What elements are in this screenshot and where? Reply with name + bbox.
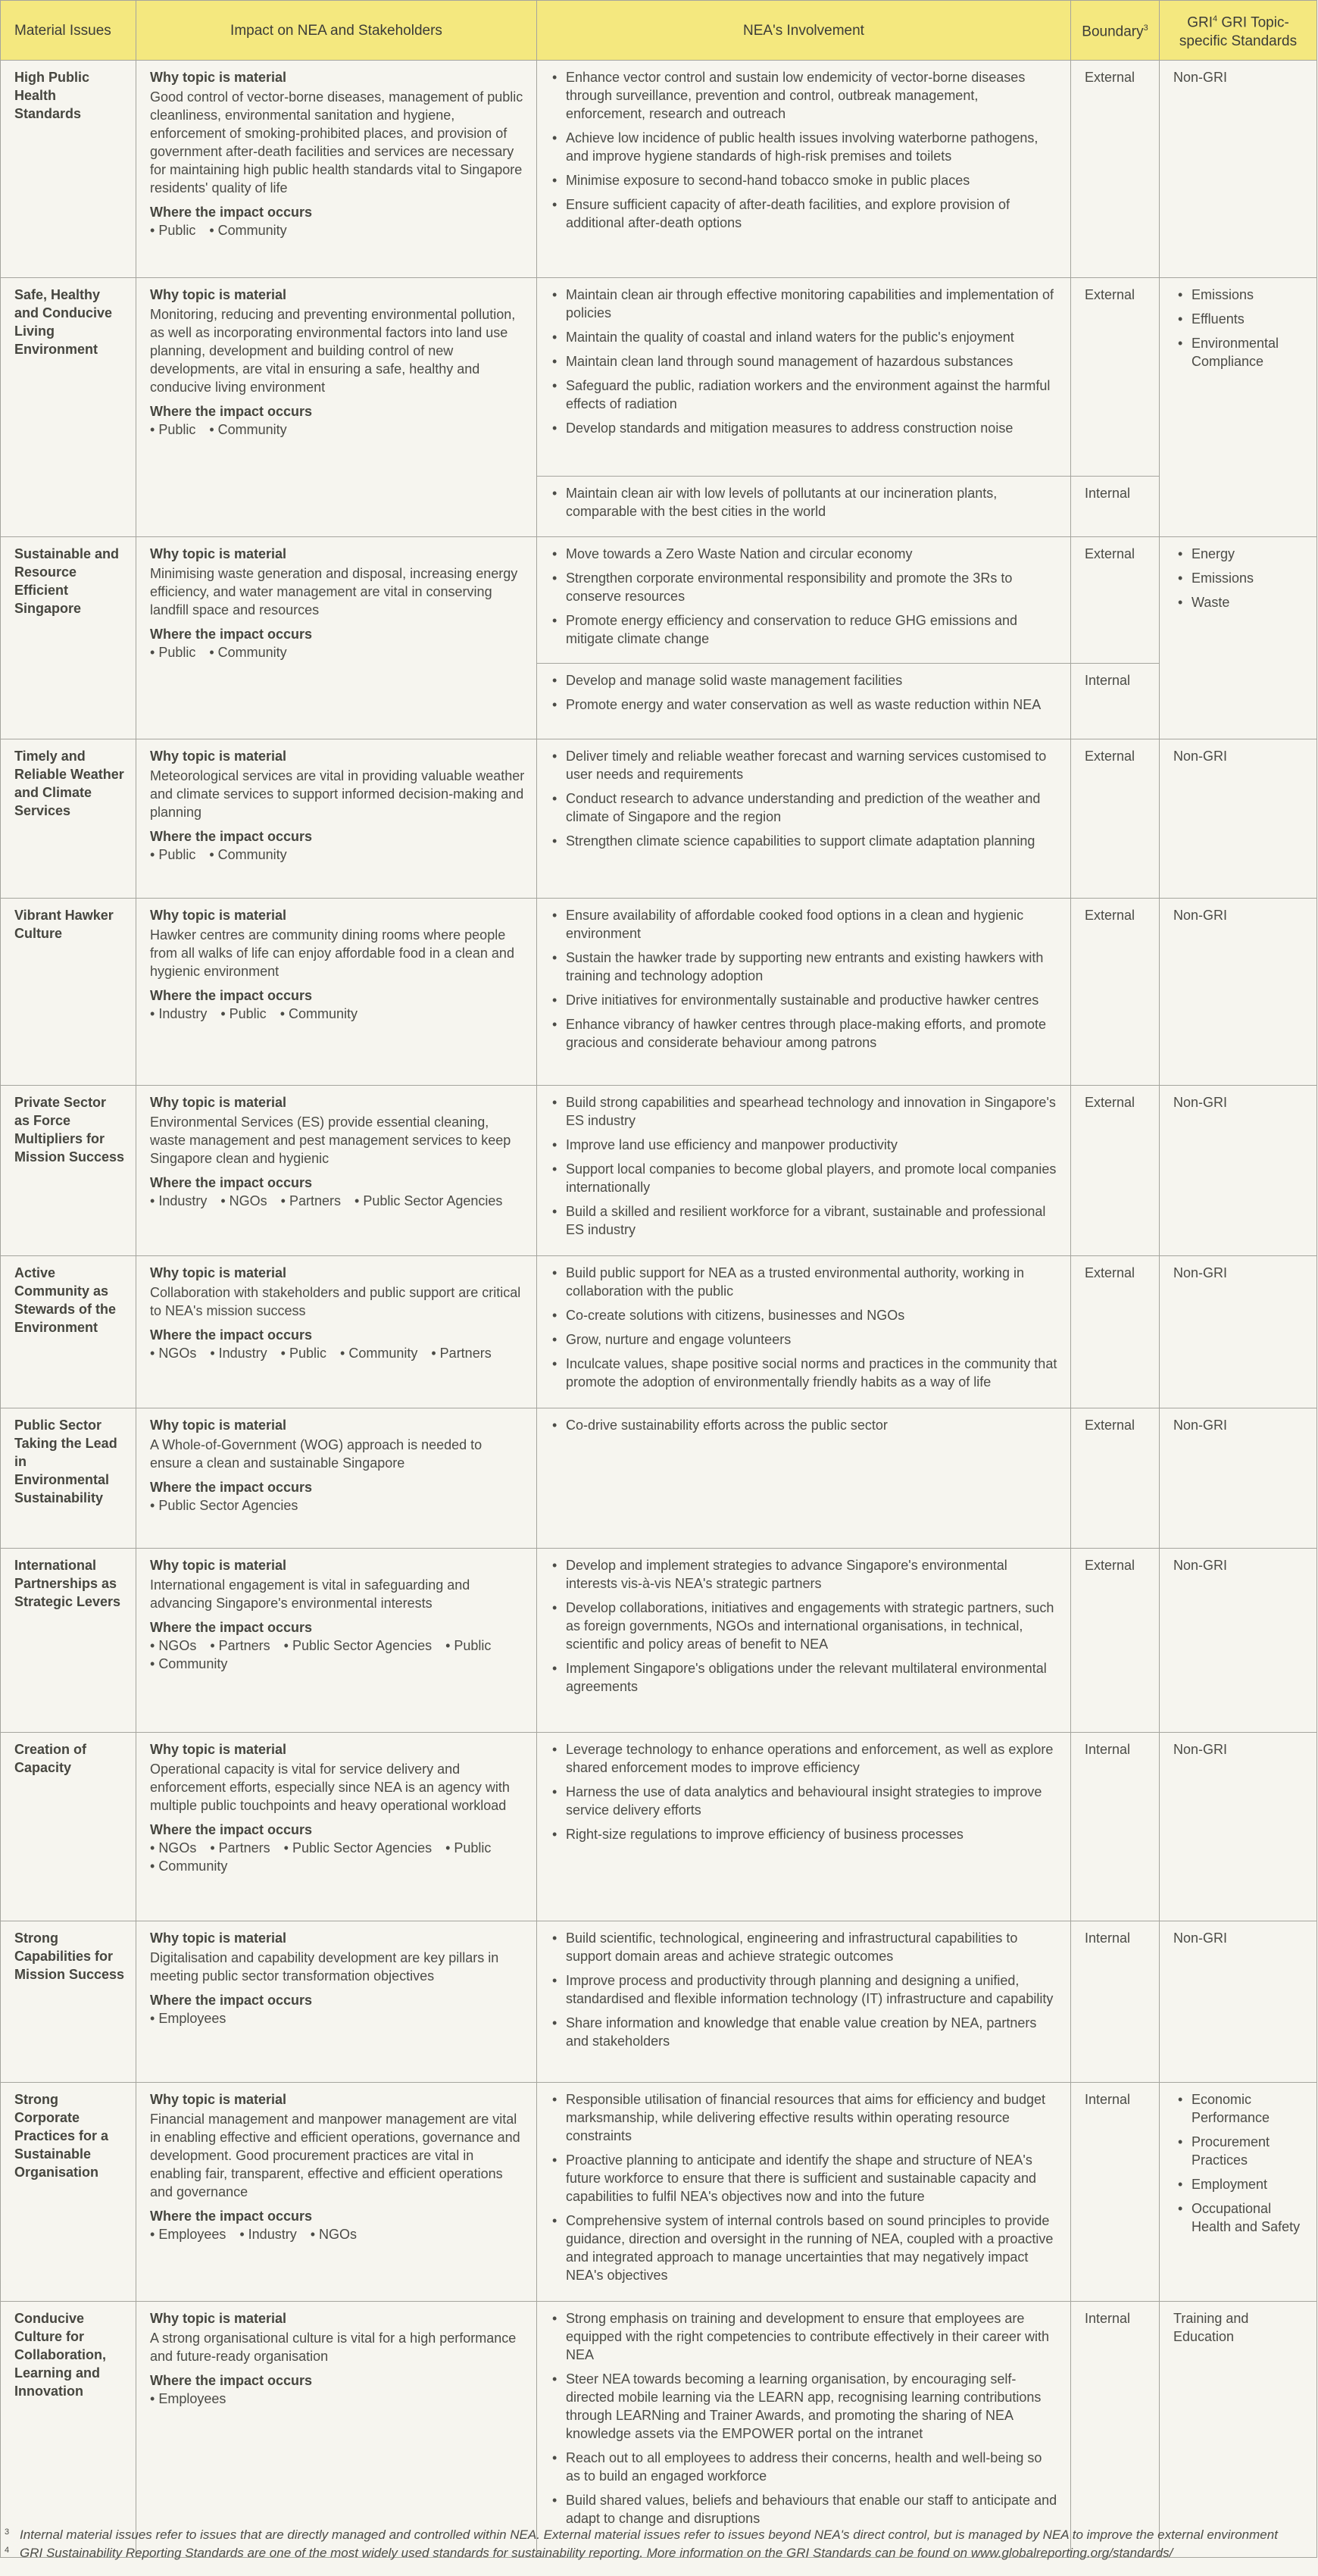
involvement-cell xyxy=(537,61,1071,278)
material-issue-cell: Public Sector Taking the Lead in Environmental Sustainability xyxy=(1,1408,136,1549)
boundary-cell: External xyxy=(1071,1408,1160,1549)
stakeholder-item: • Community xyxy=(209,643,286,661)
why-material-label: Why topic is material xyxy=(150,2092,287,2107)
involvement-list xyxy=(551,1556,1060,1696)
stakeholder-list xyxy=(150,1839,526,1875)
gri-standard-text: Non-GRI xyxy=(1173,70,1228,85)
boundary-cell: External xyxy=(1071,1256,1160,1408)
boundary-cell: Internal xyxy=(1071,664,1160,739)
impact-cell xyxy=(136,1549,537,1733)
header-material-issues: Material Issues xyxy=(1,1,136,61)
stakeholder-item: • Public xyxy=(220,1005,266,1023)
stakeholder-item: • Public xyxy=(150,846,195,864)
table-row xyxy=(1,278,1317,477)
involvement-item: • Improve land use efficiency and manpower productivity xyxy=(551,1136,1060,1154)
gri-standard-item: • Occupational Health and Safety xyxy=(1173,2199,1306,2236)
involvement-list xyxy=(551,1929,1060,2050)
involvement-list xyxy=(551,2090,1060,2284)
gri-standard-text: Non-GRI xyxy=(1173,1095,1228,1110)
stakeholder-list xyxy=(150,1496,526,1515)
involvement-list xyxy=(551,286,1060,437)
involvement-list xyxy=(551,671,1060,714)
boundary-cell: External xyxy=(1071,739,1160,899)
boundary-cell: Internal xyxy=(1071,2083,1160,2302)
material-issue-cell: Timely and Reliable Weather and Climate Services xyxy=(1,739,136,899)
involvement-item: • Deliver timely and reliable weather forecast and warning services customised to user needs and requirements xyxy=(551,747,1060,783)
stakeholder-item: • Public Sector Agencies xyxy=(354,1192,502,1210)
stakeholder-list xyxy=(150,2225,526,2243)
gri-standards-cell xyxy=(1160,1408,1317,1549)
involvement-cell xyxy=(537,1408,1071,1549)
table-row xyxy=(1,1256,1317,1408)
involvement-item: • Implement Singapore's obligations under the relevant multilateral environmental agreements xyxy=(551,1659,1060,1696)
why-material-text: Operational capacity is vital for service delivery and enforcement efforts, especially since NEA is an agency with multiple public touchpoints and heavy operational workload xyxy=(150,1762,510,1813)
stakeholder-item: • Partners xyxy=(210,1637,270,1655)
involvement-item: • Comprehensive system of internal controls based on sound principles to provide guidance, direction and oversight in the running of NEA, coupled with a proactive and integrated approach to manage uncertainties that may negatively impact NEA's objectives xyxy=(551,2212,1060,2284)
gri-standard-text: Non-GRI xyxy=(1173,1265,1228,1280)
stakeholder-item: • Public xyxy=(445,1637,491,1655)
gri-standard-item: • Economic Performance xyxy=(1173,2090,1306,2127)
gri-standards-cell xyxy=(1160,1549,1317,1733)
impact-cell xyxy=(136,1733,537,1921)
material-issue-cell: Strong Capabilities for Mission Success xyxy=(1,1921,136,2083)
gri-standard-item: • Effluents xyxy=(1173,310,1306,328)
stakeholder-item: • Community xyxy=(209,221,286,239)
table-row xyxy=(1,2302,1317,2558)
stakeholder-item: • Partners xyxy=(210,1839,270,1857)
gri-standard-text: Non-GRI xyxy=(1173,1418,1228,1433)
stakeholder-item: • Employees xyxy=(150,2225,226,2243)
gri-standard-text: Non-GRI xyxy=(1173,1930,1228,1946)
gri-standards-cell xyxy=(1160,899,1317,1086)
stakeholder-item: • Public xyxy=(150,643,195,661)
why-material-label: Why topic is material xyxy=(150,1742,287,1757)
involvement-item: • Reach out to all employees to address their concerns, health and well-being so as to build an engaged workforce xyxy=(551,2449,1060,2485)
involvement-item: • Right-size regulations to improve efficiency of business processes xyxy=(551,1825,1060,1843)
gri-standards-cell xyxy=(1160,739,1317,899)
material-issue-cell: Strong Corporate Practices for a Sustainable Organisation xyxy=(1,2083,136,2302)
gri-standards-list xyxy=(1173,545,1306,611)
footnote-number: 4 xyxy=(5,2546,10,2555)
involvement-item: • Responsible utilisation of financial resources that aims for efficiency and budget marksmanship, while delivering effective results within operating resource constraints xyxy=(551,2090,1060,2145)
material-issue-cell: Conducive Culture for Collaboration, Learning and Innovation xyxy=(1,2302,136,2558)
involvement-list xyxy=(551,1264,1060,1391)
gri-standard-text: Non-GRI xyxy=(1173,908,1228,923)
involvement-item: • Drive initiatives for environmentally sustainable and productive hawker centres xyxy=(551,991,1060,1009)
boundary-cell: External xyxy=(1071,61,1160,278)
stakeholder-item: • Public Sector Agencies xyxy=(284,1637,432,1655)
involvement-item: • Build a skilled and resilient workforce for a vibrant, sustainable and professional ES industry xyxy=(551,1202,1060,1239)
stakeholder-item: • Public xyxy=(281,1344,326,1362)
footnote-text: Internal material issues refer to issues that are directly managed and controlled within NEA. External material issues refer to issues beyond NEA's direct control, but is managed by NEA to improve the external environment xyxy=(20,2528,1278,2542)
impact-occurs-label: Where the impact occurs xyxy=(150,2373,313,2388)
stakeholder-item: • NGOs xyxy=(311,2225,357,2243)
gri-standard-item: • Waste xyxy=(1173,593,1306,611)
stakeholder-item: • Community xyxy=(209,846,286,864)
stakeholder-list xyxy=(150,2390,526,2408)
gri-standard-item: • Emissions xyxy=(1173,569,1306,587)
why-material-text: A strong organisational culture is vital for a high performance and future-ready organisation xyxy=(150,2331,517,2364)
why-material-label: Why topic is material xyxy=(150,1095,287,1110)
material-issue-cell: International Partnerships as Strategic Levers xyxy=(1,1549,136,1733)
stakeholder-list xyxy=(150,643,526,661)
impact-cell xyxy=(136,2083,537,2302)
why-material-label: Why topic is material xyxy=(150,749,287,764)
table-row xyxy=(1,899,1317,1086)
involvement-item: • Maintain clean land through sound management of hazardous substances xyxy=(551,352,1060,370)
gri-standards-cell xyxy=(1160,2302,1317,2558)
impact-occurs-label: Where the impact occurs xyxy=(150,1327,313,1343)
why-material-text: A Whole-of-Government (WOG) approach is needed to ensure a clean and sustainable Singapore xyxy=(150,1437,483,1471)
footnote xyxy=(0,2526,1318,2544)
gri-standard-item: • Emissions xyxy=(1173,286,1306,304)
involvement-item: • Sustain the hawker trade by supporting new entrants and existing hawkers with training and technology adoption xyxy=(551,949,1060,985)
stakeholder-item: • Partners xyxy=(431,1344,491,1362)
involvement-cell xyxy=(537,899,1071,1086)
stakeholder-item: • Community xyxy=(150,1655,227,1673)
stakeholder-item: • NGOs xyxy=(220,1192,267,1210)
involvement-cell xyxy=(537,477,1071,537)
impact-cell xyxy=(136,537,537,739)
stakeholder-list xyxy=(150,1005,526,1023)
table-row xyxy=(1,537,1317,664)
gri-standards-cell xyxy=(1160,2083,1317,2302)
stakeholder-item: • Community xyxy=(340,1344,417,1362)
boundary-cell: Internal xyxy=(1071,1733,1160,1921)
involvement-item: • Safeguard the public, radiation workers and the environment against the harmful effects of radiation xyxy=(551,377,1060,413)
involvement-item: • Co-drive sustainability efforts across the public sector xyxy=(551,1416,1060,1434)
involvement-list xyxy=(551,1740,1060,1843)
involvement-list xyxy=(551,2309,1060,2528)
stakeholder-item: • Public xyxy=(445,1839,491,1857)
table-row xyxy=(1,1549,1317,1733)
stakeholder-item: • Industry xyxy=(239,2225,296,2243)
involvement-item: • Strengthen climate science capabilities to support climate adaptation planning xyxy=(551,832,1060,850)
involvement-item: • Develop and manage solid waste management facilities xyxy=(551,671,1060,689)
stakeholder-item: • Partners xyxy=(281,1192,341,1210)
why-material-text: Hawker centres are community dining rooms where people from all walks of life can enjoy affordable food in a clean and hygienic environment xyxy=(150,927,514,979)
involvement-item: • Share information and knowledge that enable value creation by NEA, partners and stakeholders xyxy=(551,2014,1060,2050)
why-material-label: Why topic is material xyxy=(150,546,287,561)
material-issue-cell: Private Sector as Force Multipliers for Mission Success xyxy=(1,1086,136,1256)
involvement-cell xyxy=(537,1921,1071,2083)
stakeholder-item: • Public xyxy=(150,420,195,439)
involvement-item: • Co-create solutions with citizens, businesses and NGOs xyxy=(551,1306,1060,1324)
impact-cell xyxy=(136,1921,537,2083)
involvement-cell xyxy=(537,1086,1071,1256)
header-gri-standards: GRI$^4$ GRI Topic-specific Standards xyxy=(1160,1,1317,61)
gri-standards-cell xyxy=(1160,1086,1317,1256)
table-row xyxy=(1,739,1317,899)
involvement-list xyxy=(551,68,1060,232)
why-material-text: Digitalisation and capability development are key pillars in meeting public sector transformation objectives xyxy=(150,1950,499,1984)
why-material-label: Why topic is material xyxy=(150,908,287,923)
table-row xyxy=(1,1408,1317,1549)
gri-standards-cell xyxy=(1160,61,1317,278)
material-issue-cell: Active Community as Stewards of the Environment xyxy=(1,1256,136,1408)
impact-occurs-label: Where the impact occurs xyxy=(150,2209,313,2224)
why-material-label: Why topic is material xyxy=(150,1930,287,1946)
why-material-label: Why topic is material xyxy=(150,2311,287,2326)
impact-cell xyxy=(136,899,537,1086)
impact-cell xyxy=(136,1408,537,1549)
why-material-text: Meteorological services are vital in providing valuable weather and climate services to support informed decision-making and planning xyxy=(150,768,525,820)
stakeholder-item: • Community xyxy=(280,1005,358,1023)
table-row xyxy=(1,2083,1317,2302)
boundary-cell: Internal xyxy=(1071,477,1160,537)
gri-standard-text: Non-GRI xyxy=(1173,1558,1228,1573)
table-row xyxy=(1,1086,1317,1256)
why-material-text: International engagement is vital in safeguarding and advancing Singapore's environmental interests xyxy=(150,1577,470,1611)
gri-standards-cell xyxy=(1160,1921,1317,2083)
involvement-item: • Grow, nurture and engage volunteers xyxy=(551,1330,1060,1349)
impact-occurs-label: Where the impact occurs xyxy=(150,404,313,419)
involvement-cell xyxy=(537,1549,1071,1733)
gri-standard-item: • Environmental Compliance xyxy=(1173,334,1306,370)
why-material-text: Monitoring, reducing and preventing environmental pollution, as well as incorporating environmental factors into land use planning, development and building control of new developments, are vital in ensuring a safe, healthy and conducive living environment xyxy=(150,307,516,395)
impact-cell xyxy=(136,61,537,278)
footnotes xyxy=(0,2526,1318,2562)
impact-occurs-label: Where the impact occurs xyxy=(150,205,313,220)
material-issue-cell: Safe, Healthy and Conducive Living Environment xyxy=(1,278,136,537)
involvement-cell xyxy=(537,664,1071,739)
involvement-list xyxy=(551,906,1060,1052)
stakeholder-list xyxy=(150,420,526,439)
why-material-label: Why topic is material xyxy=(150,70,287,85)
gri-standards-list xyxy=(1173,286,1306,370)
involvement-list xyxy=(551,1416,1060,1434)
impact-occurs-label: Where the impact occurs xyxy=(150,627,313,642)
boundary-cell: External xyxy=(1071,278,1160,477)
involvement-item: • Steer NEA towards becoming a learning organisation, by encouraging self-directed mobile learning via the LEARN app, recognising learning contributions through LEARNing and Trainer Awards, and promoting the sharing of NEA knowledge assets via the EMPOWER portal on the intranet xyxy=(551,2370,1060,2443)
impact-cell xyxy=(136,739,537,899)
stakeholder-item: • Employees xyxy=(150,2390,226,2408)
material-issue-cell: Vibrant Hawker Culture xyxy=(1,899,136,1086)
stakeholder-item: • Public xyxy=(150,221,195,239)
why-material-text: Collaboration with stakeholders and public support are critical to NEA's mission success xyxy=(150,1285,521,1318)
material-issue-cell: Sustainable and Resource Efficient Singapore xyxy=(1,537,136,739)
involvement-item: • Develop collaborations, initiatives and engagements with strategic partners, such as foreign governments, NGOs and international organisations, in technical, scientific and policy areas of benefit to NEA xyxy=(551,1599,1060,1653)
involvement-item: • Harness the use of data analytics and behavioural insight strategies to improve service delivery efforts xyxy=(551,1783,1060,1819)
gri-standard-text: Non-GRI xyxy=(1173,749,1228,764)
header-boundary: Boundary$^3$ xyxy=(1071,1,1160,61)
stakeholder-list xyxy=(150,2009,526,2027)
involvement-item: • Strengthen corporate environmental responsibility and promote the 3Rs to conserve resources xyxy=(551,569,1060,605)
boundary-cell: External xyxy=(1071,1549,1160,1733)
involvement-item: • Conduct research to advance understanding and prediction of the weather and climate of Singapore and the region xyxy=(551,789,1060,826)
gri-standards-list xyxy=(1173,2090,1306,2236)
boundary-cell: Internal xyxy=(1071,1921,1160,2083)
involvement-item: • Strong emphasis on training and development to ensure that employees are equipped with the right competencies to contribute effectively in their career with NEA xyxy=(551,2309,1060,2364)
involvement-item: • Promote energy and water conservation as well as waste reduction within NEA xyxy=(551,696,1060,714)
stakeholder-item: • NGOs xyxy=(150,1637,196,1655)
involvement-list xyxy=(551,1093,1060,1239)
stakeholder-item: • Public Sector Agencies xyxy=(284,1839,432,1857)
involvement-item: • Build strong capabilities and spearhead technology and innovation in Singapore's ES industry xyxy=(551,1093,1060,1130)
stakeholder-list xyxy=(150,1192,526,1210)
boundary-cell: Internal xyxy=(1071,2302,1160,2558)
stakeholder-item: • NGOs xyxy=(150,1839,196,1857)
involvement-item: • Ensure sufficient capacity of after-death facilities, and explore provision of additional after-death options xyxy=(551,195,1060,232)
involvement-item: • Maintain the quality of coastal and inland waters for the public's enjoyment xyxy=(551,328,1060,346)
stakeholder-item: • Employees xyxy=(150,2009,226,2027)
gri-standard-item: • Procurement Practices xyxy=(1173,2133,1306,2169)
material-issue-cell: High Public Health Standards xyxy=(1,61,136,278)
gri-standards-cell xyxy=(1160,1256,1317,1408)
impact-occurs-label: Where the impact occurs xyxy=(150,829,313,844)
table-row xyxy=(1,61,1317,278)
boundary-cell: External xyxy=(1071,1086,1160,1256)
involvement-item: • Support local companies to become global players, and promote local companies internationally xyxy=(551,1160,1060,1196)
involvement-item: • Build public support for NEA as a trusted environmental authority, working in collaboration with the public xyxy=(551,1264,1060,1300)
why-material-label: Why topic is material xyxy=(150,287,287,302)
material-issue-cell: Creation of Capacity xyxy=(1,1733,136,1921)
stakeholder-item: • Community xyxy=(209,420,286,439)
stakeholder-item: • Community xyxy=(150,1857,227,1875)
why-material-label: Why topic is material xyxy=(150,1418,287,1433)
gri-standard-item: • Employment xyxy=(1173,2175,1306,2193)
involvement-item: • Maintain clean air through effective monitoring capabilities and implementation of policies xyxy=(551,286,1060,322)
table-body xyxy=(1,61,1317,2558)
gri-standards-cell xyxy=(1160,537,1317,739)
why-material-label: Why topic is material xyxy=(150,1558,287,1573)
involvement-cell xyxy=(537,1733,1071,1921)
impact-cell xyxy=(136,1256,537,1408)
stakeholder-list xyxy=(150,846,526,864)
impact-occurs-label: Where the impact occurs xyxy=(150,988,313,1003)
boundary-cell: External xyxy=(1071,537,1160,664)
involvement-cell xyxy=(537,2302,1071,2558)
involvement-item: • Enhance vector control and sustain low endemicity of vector-borne diseases through surveillance, prevention and control, outbreak management, enforcement, research and outreach xyxy=(551,68,1060,123)
involvement-cell xyxy=(537,2083,1071,2302)
why-material-text: Good control of vector-borne diseases, management of public cleanliness, environmental sanitation and hygiene, enforcement of smoking-prohibited places, and provision of government after-death facilities and services are necessary for maintaining high public health standards vital to Singapore residents' quality of life xyxy=(150,89,523,195)
gri-standard-text: Non-GRI xyxy=(1173,1742,1228,1757)
why-material-text: Minimising waste generation and disposal, increasing energy efficiency, and water management are vital in conserving landfill space and resources xyxy=(150,566,518,617)
involvement-item: • Build shared values, beliefs and behaviours that enable our staff to anticipate and adapt to change and disruptions xyxy=(551,2491,1060,2528)
footnote xyxy=(0,2544,1318,2562)
impact-occurs-label: Where the impact occurs xyxy=(150,1480,313,1495)
involvement-item: • Leverage technology to enhance operations and enforcement, as well as explore shared enforcement modes to improve efficiency xyxy=(551,1740,1060,1777)
table-row xyxy=(1,1921,1317,2083)
involvement-item: • Promote energy efficiency and conservation to reduce GHG emissions and mitigate climate change xyxy=(551,611,1060,648)
involvement-list xyxy=(551,545,1060,648)
footnote-text: GRI Sustainability Reporting Standards are one of the most widely used standards for sustainability reporting. More information on the GRI Standards can be found on www.globalreporting.org/standards/ xyxy=(20,2546,1173,2560)
stakeholder-list xyxy=(150,1344,526,1362)
why-material-text: Financial management and manpower management are vital in enabling effective and efficient operations, governance and development. Good procurement practices are vital in enabling fair, transparent, effective and efficient operations and governance xyxy=(150,2112,520,2199)
impact-occurs-label: Where the impact occurs xyxy=(150,1175,313,1190)
why-material-text: Environmental Services (ES) provide essential cleaning, waste management and pest management services to keep Singapore clean and hygienic xyxy=(150,1114,511,1166)
stakeholder-list xyxy=(150,221,526,239)
footnote-number: 3 xyxy=(5,2528,10,2537)
impact-cell xyxy=(136,2302,537,2558)
gri-standards-cell xyxy=(1160,1733,1317,1921)
involvement-cell xyxy=(537,278,1071,477)
involvement-list xyxy=(551,747,1060,850)
involvement-item: • Move towards a Zero Waste Nation and circular economy xyxy=(551,545,1060,563)
involvement-item: • Maintain clean air with low levels of pollutants at our incineration plants, comparable with the best cities in the world xyxy=(551,484,1060,521)
involvement-item: • Ensure availability of affordable cooked food options in a clean and hygienic environment xyxy=(551,906,1060,943)
table-header-row xyxy=(1,1,1317,61)
impact-cell xyxy=(136,1086,537,1256)
involvement-item: • Minimise exposure to second-hand tobacco smoke in public places xyxy=(551,171,1060,189)
involvement-item: • Develop standards and mitigation measures to address construction noise xyxy=(551,419,1060,437)
involvement-cell xyxy=(537,1256,1071,1408)
stakeholder-item: • NGOs xyxy=(150,1344,196,1362)
involvement-item: • Develop and implement strategies to advance Singapore's environmental interests vis-à-vis NEA's strategic partners xyxy=(551,1556,1060,1593)
stakeholder-list xyxy=(150,1637,526,1673)
why-material-label: Why topic is material xyxy=(150,1265,287,1280)
gri-standards-cell xyxy=(1160,278,1317,537)
involvement-item: • Build scientific, technological, engineering and infrastructural capabilities to support domain areas and achieve strategic outcomes xyxy=(551,1929,1060,1965)
involvement-item: • Achieve low incidence of public health issues involving waterborne pathogens, and improve hygiene standards of high-risk premises and toilets xyxy=(551,129,1060,165)
involvement-item: • Proactive planning to anticipate and identify the shape and structure of NEA's future workforce to ensure that there is sufficient and sustainable capacity and capabilities to fulfil NEA's objectives now and into the future xyxy=(551,2151,1060,2206)
impact-occurs-label: Where the impact occurs xyxy=(150,1993,313,2008)
impact-occurs-label: Where the impact occurs xyxy=(150,1620,313,1635)
stakeholder-item: • Industry xyxy=(150,1005,207,1023)
header-involvement: NEA's Involvement xyxy=(537,1,1071,61)
impact-cell xyxy=(136,278,537,537)
involvement-cell xyxy=(537,739,1071,899)
gri-standard-text: Training and Education xyxy=(1173,2311,1249,2344)
gri-standard-item: • Energy xyxy=(1173,545,1306,563)
involvement-item: • Improve process and productivity through planning and designing a unified, standardised and flexible information technology (IT) infrastructure and capability xyxy=(551,1971,1060,2008)
stakeholder-item: • Industry xyxy=(210,1344,267,1362)
involvement-item: • Inculcate values, shape positive social norms and practices in the community that promote the adoption of environmentally friendly habits as a way of life xyxy=(551,1355,1060,1391)
table-row xyxy=(1,1733,1317,1921)
stakeholder-item: • Industry xyxy=(150,1192,207,1210)
involvement-cell xyxy=(537,537,1071,664)
involvement-list xyxy=(551,484,1060,521)
impact-occurs-label: Where the impact occurs xyxy=(150,1822,313,1837)
header-impact: Impact on NEA and Stakeholders xyxy=(136,1,537,61)
stakeholder-item: • Public Sector Agencies xyxy=(150,1496,298,1515)
boundary-cell: External xyxy=(1071,899,1160,1086)
involvement-item: • Enhance vibrancy of hawker centres through place-making efforts, and promote gracious and considerate behaviour among patrons xyxy=(551,1015,1060,1052)
